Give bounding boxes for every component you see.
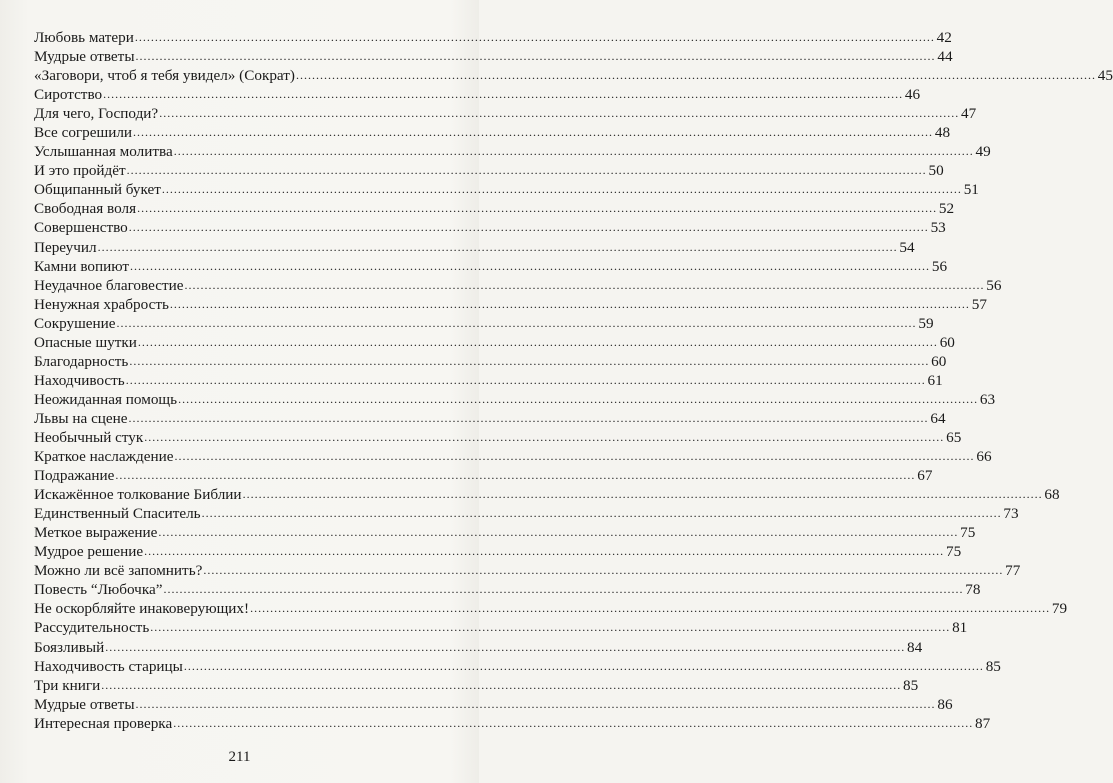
toc-entry xyxy=(34,85,921,104)
toc-entry-title: Все согрешили xyxy=(34,124,133,142)
toc-entry-page-number: 66 xyxy=(976,448,992,466)
dot-leader xyxy=(203,561,1003,580)
toc-entry-title: Краткое наслаждение xyxy=(34,448,174,466)
dot-leader xyxy=(129,409,929,428)
toc-entry-title: Не оскорбляйте инаковерующих! xyxy=(34,600,250,618)
toc-entry-page-number: 53 xyxy=(930,219,946,237)
toc-entry xyxy=(34,657,1001,676)
dot-leader xyxy=(163,580,963,599)
toc-entry xyxy=(34,238,915,257)
toc-entry-title: Ненужная храбрость xyxy=(34,295,169,313)
toc-entry xyxy=(34,466,933,485)
toc-entry-page-number: 85 xyxy=(985,657,1001,675)
toc-entry-title: Сиротство xyxy=(34,86,103,104)
toc-entry xyxy=(34,485,1060,504)
dot-leader xyxy=(174,142,974,161)
toc-entry-page-number: 84 xyxy=(907,638,923,656)
toc-entry-page-number: 44 xyxy=(937,48,953,66)
toc-entry-title: Меткое выражение xyxy=(34,524,158,542)
toc-entry-page-number: 64 xyxy=(930,409,946,427)
toc-entry xyxy=(34,123,951,142)
dot-leader xyxy=(98,238,898,257)
toc-entry-title: Благодарность xyxy=(34,352,129,370)
dot-leader xyxy=(144,428,944,447)
toc-entry xyxy=(34,542,962,561)
toc-entry-title: Находчивость старицы xyxy=(34,657,183,675)
toc-entry xyxy=(34,618,968,637)
toc-entry xyxy=(34,161,944,180)
toc-entry-title: Три книги xyxy=(34,676,101,694)
toc-entry xyxy=(34,447,992,466)
toc-entry xyxy=(34,409,946,428)
toc-entry-page-number: 47 xyxy=(961,105,977,123)
toc-entry-title: Мудрые ответы xyxy=(34,695,135,713)
toc-entry-title: И это пройдёт xyxy=(34,162,126,180)
dot-leader xyxy=(202,504,1002,523)
toc-entry-page-number: 79 xyxy=(1051,600,1068,618)
dot-leader xyxy=(243,485,1043,504)
toc-entry xyxy=(34,218,946,237)
toc-entry xyxy=(34,180,979,199)
toc-entry-title: Единственный Спаситель xyxy=(34,505,201,523)
dot-leader xyxy=(133,123,933,142)
toc-entry xyxy=(34,371,943,390)
dot-leader xyxy=(126,371,926,390)
dot-leader xyxy=(103,85,903,104)
toc-entry xyxy=(34,695,953,714)
toc-entry-page-number: 42 xyxy=(936,29,952,46)
toc-entry-title: Повесть “Любочка” xyxy=(34,581,163,599)
toc-entry-title: «Заговори, чтоб я тебя увидел» (Сократ) xyxy=(34,67,295,85)
toc-entry-page-number: 61 xyxy=(927,371,943,389)
toc-entry-title: Свободная воля xyxy=(34,200,137,218)
toc-entry-title: Мудрые ответы xyxy=(34,48,135,66)
toc-entry-title: Камни вопиют xyxy=(34,257,130,275)
toc-entry-title: Для чего, Господи? xyxy=(34,105,159,123)
toc-entry xyxy=(34,390,996,409)
dot-leader xyxy=(159,104,959,123)
toc-entry-page-number: 52 xyxy=(938,200,955,218)
toc-entry-title: Необычный стук xyxy=(34,428,144,446)
dot-leader xyxy=(296,66,1096,85)
toc-entry xyxy=(34,580,981,599)
toc-entry-page-number: 81 xyxy=(952,619,968,637)
toc-entry-page-number: 65 xyxy=(946,428,962,446)
dot-leader xyxy=(136,695,936,714)
toc-entry xyxy=(34,66,1113,85)
dot-leader xyxy=(127,161,927,180)
toc-entry-page-number: 77 xyxy=(1005,562,1021,580)
dot-leader xyxy=(129,218,929,237)
toc-entry-page-number: 73 xyxy=(1003,505,1019,523)
toc-entry-page-number: 87 xyxy=(975,714,991,732)
dot-leader xyxy=(162,180,962,199)
toc-entry xyxy=(34,47,953,66)
toc-entry-page-number: 57 xyxy=(971,295,987,313)
toc-entry-page-number: 75 xyxy=(945,543,962,561)
dot-leader xyxy=(105,638,905,657)
toc-entry xyxy=(34,28,952,47)
toc-entry-page-number: 50 xyxy=(928,162,944,180)
dot-leader xyxy=(117,314,917,333)
dot-leader xyxy=(173,714,973,733)
dot-leader xyxy=(129,352,929,371)
toc-entry xyxy=(34,599,1068,618)
toc-entry-page-number: 56 xyxy=(986,276,1002,294)
toc-entry-title: Сокрушение xyxy=(34,314,116,332)
toc-entry-title: Боязливый xyxy=(34,638,105,656)
toc-entry-page-number: 54 xyxy=(899,238,915,256)
toc-entry-page-number: 48 xyxy=(934,124,951,142)
toc-entry-title: Интересная проверка xyxy=(34,714,173,732)
dot-leader xyxy=(130,257,930,276)
toc-entry-page-number: 56 xyxy=(931,257,948,275)
toc-entry-page-number: 63 xyxy=(979,390,996,408)
toc-entry xyxy=(34,333,955,352)
toc-entry-page-number: 59 xyxy=(918,314,934,332)
toc-entry-title: Услышанная молитва xyxy=(34,143,173,161)
toc-entry-page-number: 51 xyxy=(963,181,979,199)
toc-entry xyxy=(34,352,947,371)
toc-entry-page-number: 67 xyxy=(917,467,933,485)
toc-entry xyxy=(34,676,919,695)
toc-entry-title: Искажённое толкование Библии xyxy=(34,486,242,504)
toc-entry-page-number: 45 xyxy=(1097,67,1113,85)
toc-entry-title: Подражание xyxy=(34,467,115,485)
dot-leader xyxy=(101,676,901,695)
toc-entry xyxy=(34,199,955,218)
toc-entry-page-number: 78 xyxy=(965,581,981,599)
toc-entry xyxy=(34,561,1021,580)
toc-entry-page-number: 68 xyxy=(1044,486,1060,504)
toc-entry xyxy=(34,295,987,314)
toc-entry-title: Переучил xyxy=(34,238,97,256)
table-of-contents xyxy=(34,28,1113,733)
dot-leader xyxy=(144,542,944,561)
dot-leader xyxy=(170,295,970,314)
toc-entry xyxy=(34,257,948,276)
toc-entry xyxy=(34,638,923,657)
dot-leader xyxy=(175,447,975,466)
toc-entry-title: Любовь матери xyxy=(34,29,134,46)
dot-leader xyxy=(150,618,950,637)
toc-entry-page-number: 46 xyxy=(904,86,921,104)
toc-entry-title: Рассудительность xyxy=(34,619,150,637)
toc-entry xyxy=(34,523,976,542)
toc-entry xyxy=(34,714,991,733)
toc-entry-title: Общипанный букет xyxy=(34,181,161,199)
toc-entry-title: Неудачное благовестие xyxy=(34,276,184,294)
dot-leader xyxy=(135,28,935,47)
toc-entry xyxy=(34,104,977,123)
toc-entry xyxy=(34,428,962,447)
dot-leader xyxy=(115,466,915,485)
dot-leader xyxy=(136,47,936,66)
dot-leader xyxy=(138,333,938,352)
toc-entry-title: Львы на сцене xyxy=(34,409,128,427)
dot-leader xyxy=(178,390,978,409)
toc-entry xyxy=(34,314,934,333)
toc-entry xyxy=(34,276,1002,295)
toc-entry-page-number: 86 xyxy=(937,695,953,713)
toc-entry-page-number: 60 xyxy=(939,333,955,351)
toc-entry-page-number: 60 xyxy=(931,352,947,370)
toc-entry-title: Можно ли всё запомнить? xyxy=(34,562,203,580)
toc-entry-page-number: 49 xyxy=(975,143,991,161)
toc-entry-title: Совершенство xyxy=(34,219,128,237)
dot-leader xyxy=(137,199,937,218)
dot-leader xyxy=(158,523,958,542)
toc-entry-title: Опасные шутки xyxy=(34,333,137,351)
toc-entry xyxy=(34,504,1019,523)
toc-entry-title: Неожиданная помощь xyxy=(34,390,178,408)
toc-entry-page-number: 85 xyxy=(903,676,919,694)
toc-entry-title: Находчивость xyxy=(34,371,125,389)
toc-entry-title: Мудрое решение xyxy=(34,543,144,561)
toc-entry-page-number: 75 xyxy=(960,524,976,542)
page-number: 211 xyxy=(228,749,251,765)
dot-leader xyxy=(250,599,1050,618)
dot-leader xyxy=(184,657,984,676)
dot-leader xyxy=(184,276,984,295)
toc-entry xyxy=(34,142,991,161)
